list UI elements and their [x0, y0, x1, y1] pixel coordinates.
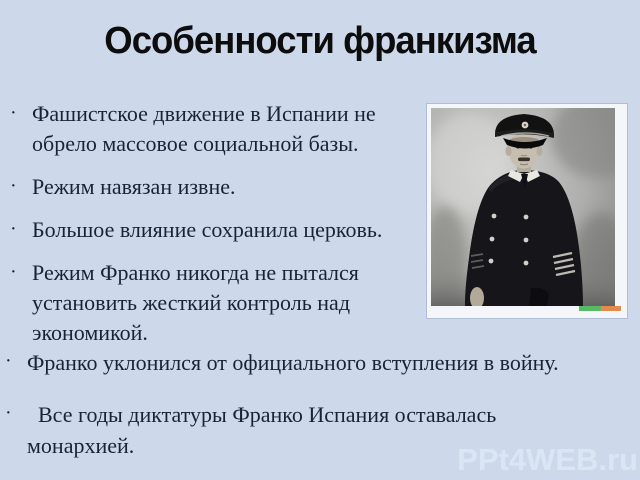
pptweb-watermark: PPt4WEB.ru: [457, 442, 638, 477]
franco-portrait-illustration: [431, 108, 615, 306]
bullet-marker: ·: [10, 175, 17, 197]
bullet-marker: ·: [10, 261, 17, 283]
photo-credit-watermark: [579, 306, 621, 311]
bullet-text: Режим навязан извне.: [32, 174, 236, 199]
bullet-item-fascist-movement: [8, 99, 422, 159]
bullet-item-avoided-war: [3, 347, 631, 378]
bullet-marker: ·: [10, 102, 17, 124]
bullet-item-regime-imposed: [8, 172, 422, 202]
bullet-marker: ·: [5, 350, 12, 372]
franco-portrait-photo: [427, 104, 627, 318]
bullet-text: Франко уклонился от официального вступления в войну.: [27, 350, 559, 375]
bullet-marker: ·: [5, 402, 12, 424]
bullet-marker: ·: [10, 218, 17, 240]
bullet-text: Режим Франко никогда не пытался установить жесткий контроль над экономикой.: [32, 260, 359, 345]
slide-title: Особенности франкизма: [104, 20, 536, 62]
bullet-text: Фашистское движение в Испании не обрело массовое социальной базы.: [32, 101, 376, 156]
bullet-text: Все годы диктатуры Франко Испания оставалась монархией.: [27, 402, 502, 458]
bullet-item-economy-control: [8, 258, 422, 348]
bullet-text: Большое влияние сохранила церковь.: [32, 217, 383, 242]
bullet-list-main: [8, 99, 422, 361]
bullet-item-church-influence: [8, 215, 422, 245]
